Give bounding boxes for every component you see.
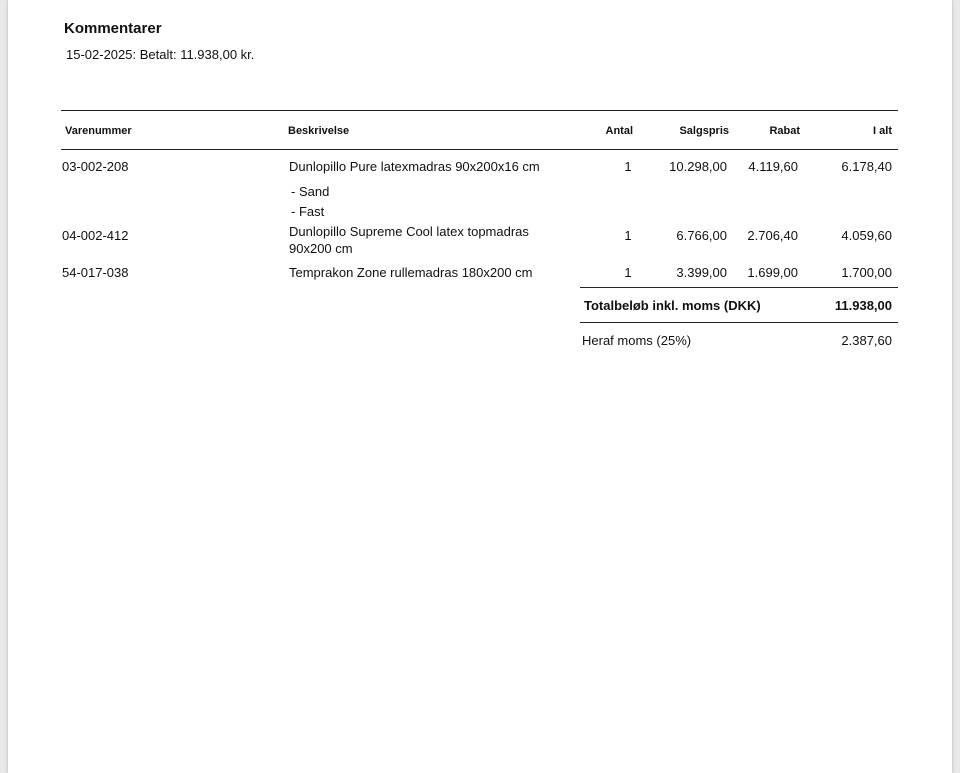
row-total: 1.700,00 xyxy=(841,265,892,280)
comments-text: 15-02-2025: Betalt: 11.938,00 kr. xyxy=(66,47,255,62)
row-item-number: 03-002-208 xyxy=(62,159,129,174)
header-item-number: Varenummer xyxy=(65,125,132,137)
summary-total-rule xyxy=(580,322,898,323)
row-quantity: 1 xyxy=(624,159,632,174)
vat-value: 2.387,60 xyxy=(841,333,892,348)
summary-top-rule xyxy=(580,287,898,288)
row-option: - Sand xyxy=(291,184,330,199)
row-total: 4.059,60 xyxy=(841,228,892,243)
header-price: Salgspris xyxy=(679,125,729,137)
row-item-number: 54-017-038 xyxy=(62,265,129,280)
row-price: 10.298,00 xyxy=(669,159,727,174)
comments-title: Kommentarer xyxy=(64,20,162,37)
row-price: 3.399,00 xyxy=(676,265,727,280)
row-price: 6.766,00 xyxy=(676,228,727,243)
header-quantity: Antal xyxy=(605,125,633,137)
total-value: 11.938,00 xyxy=(834,298,892,313)
row-discount: 4.119,60 xyxy=(748,159,798,174)
invoice-page xyxy=(8,0,952,773)
row-total: 6.178,40 xyxy=(841,159,892,174)
total-label: Totalbeløb inkl. moms (DKK) xyxy=(584,298,761,313)
header-description: Beskrivelse xyxy=(288,125,350,137)
table-top-rule xyxy=(61,110,898,111)
vat-label: Heraf moms (25%) xyxy=(582,333,692,348)
row-discount: 1.699,00 xyxy=(747,265,798,280)
row-quantity: 1 xyxy=(624,228,632,243)
row-description: Temprakon Zone rullemadras 180x200 cm xyxy=(289,265,533,280)
row-discount: 2.706,40 xyxy=(747,228,798,243)
row-option: - Fast xyxy=(291,204,325,219)
row-description: Dunlopillo Pure latexmadras 90x200x16 cm xyxy=(289,159,540,174)
row-item-number: 04-002-412 xyxy=(62,228,129,243)
header-total: I alt xyxy=(873,125,892,137)
table-header-rule xyxy=(61,149,898,150)
row-description: Dunlopillo Supreme Cool latex topmadras 90x200 cm xyxy=(289,224,529,256)
row-quantity: 1 xyxy=(624,265,632,280)
header-discount: Rabat xyxy=(769,125,800,137)
